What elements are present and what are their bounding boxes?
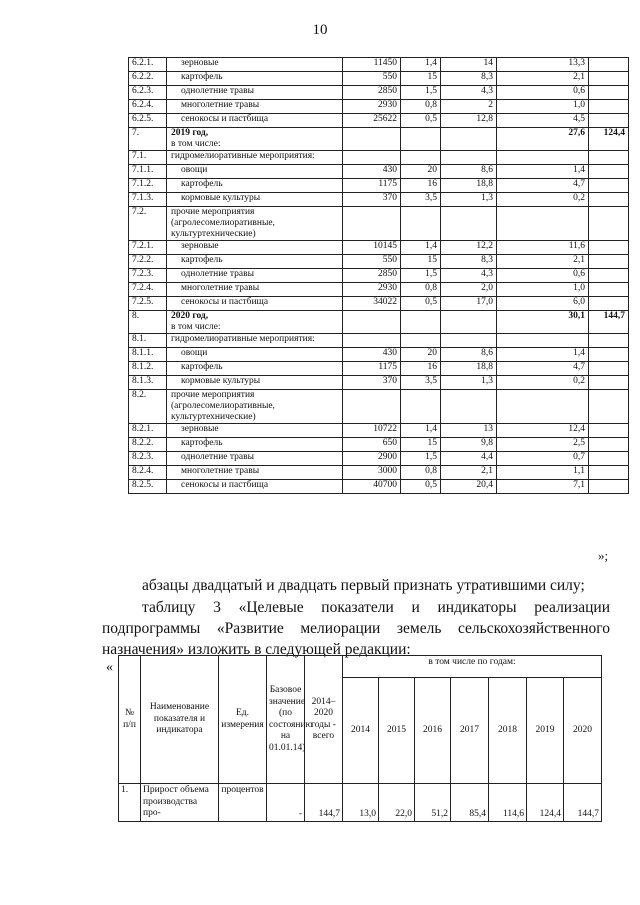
row-rate: 15	[401, 255, 441, 269]
row-name-text: сенокосы и пастбища	[181, 114, 269, 124]
table-row	[129, 283, 629, 297]
row-volume: 12,8	[441, 114, 497, 128]
row-volume: 8,6	[441, 165, 497, 179]
row-name	[167, 100, 343, 114]
row-code: 6.2.3.	[129, 86, 167, 100]
table-row	[129, 348, 629, 362]
row-share: 1,4	[497, 348, 589, 362]
row-name	[167, 269, 343, 283]
row-name	[167, 348, 343, 362]
row-code: 8.1.1.	[129, 348, 167, 362]
table-row	[129, 438, 629, 452]
row-code: 8.1.3.	[129, 376, 167, 390]
row-share: 1,0	[497, 283, 589, 297]
opening-quote: «	[106, 660, 113, 675]
row-area: 40700	[343, 480, 401, 494]
row-code: 8.2.3.	[129, 452, 167, 466]
row-share: 4,7	[497, 362, 589, 376]
row-volume: 20,4	[441, 480, 497, 494]
row-total	[589, 114, 629, 128]
row-share: 0,6	[497, 86, 589, 100]
row-name-text: овощи	[181, 165, 208, 175]
row-area: 3000	[343, 466, 401, 480]
row-name-text: однолетние травы	[181, 269, 254, 279]
row-code: 6.2.2.	[129, 72, 167, 86]
table-row	[129, 58, 629, 72]
row-code: 7.2.1.	[129, 241, 167, 255]
row-name	[167, 193, 343, 207]
row-name	[167, 207, 343, 241]
row-rate: 16	[401, 362, 441, 376]
row-volume: 17,0	[441, 297, 497, 311]
row-share: 1,4	[497, 165, 589, 179]
row-share: 7,1	[497, 480, 589, 494]
row-name	[167, 362, 343, 376]
row-rate	[401, 334, 441, 348]
row-code: 7.2.2.	[129, 255, 167, 269]
row-value: 124,4	[527, 784, 564, 822]
header-total: 2014–2020 годы - всего	[305, 656, 343, 784]
row-name: Прирост объема производства про-	[141, 784, 219, 822]
row-volume: 8,6	[441, 348, 497, 362]
row-volume: 8,3	[441, 255, 497, 269]
crop-indicator-table	[128, 57, 629, 494]
row-value: 51,2	[415, 784, 451, 822]
row-share: 0,7	[497, 452, 589, 466]
row-area: 430	[343, 165, 401, 179]
table-row	[129, 241, 629, 255]
table-row	[129, 466, 629, 480]
row-share: 11,6	[497, 241, 589, 255]
row-volume: 4,4	[441, 452, 497, 466]
paragraph-table3: таблицу 3 «Целевые показатели и индикаторы реализации подпрограммы «Развитие мелиорации земель сельскохозяйственного назначения» изложить в следующей редакции:	[102, 599, 610, 658]
row-rate: 1,4	[401, 241, 441, 255]
row-volume: 2,1	[441, 466, 497, 480]
header-num: № п/п	[119, 656, 141, 784]
row-code: 8.2.1.	[129, 424, 167, 438]
row-name	[167, 179, 343, 193]
row-name	[167, 376, 343, 390]
row-name	[167, 58, 343, 72]
row-value: 13,0	[343, 784, 379, 822]
row-rate: 1,4	[401, 424, 441, 438]
table-row	[129, 297, 629, 311]
row-share: 1,0	[497, 100, 589, 114]
row-volume	[441, 334, 497, 348]
row-area: 1175	[343, 362, 401, 376]
row-name-text: картофель	[181, 179, 223, 189]
row-volume: 12,2	[441, 241, 497, 255]
row-total	[589, 348, 629, 362]
row-name	[167, 114, 343, 128]
row-name	[167, 466, 343, 480]
row-area	[343, 151, 401, 165]
row-rate: 3,5	[401, 193, 441, 207]
row-total	[589, 207, 629, 241]
row-total	[589, 362, 629, 376]
row-name-text: сенокосы и пастбища	[181, 480, 269, 490]
row-total	[589, 72, 629, 86]
table-row	[129, 179, 629, 193]
row-name	[167, 480, 343, 494]
row-name	[167, 452, 343, 466]
row-code: 7.1.2.	[129, 179, 167, 193]
row-share	[497, 390, 589, 424]
header-year: 2020	[564, 678, 602, 784]
row-rate: 15	[401, 72, 441, 86]
row-name-text: картофель	[181, 438, 223, 448]
row-total	[589, 452, 629, 466]
table-row	[129, 424, 629, 438]
row-name-text: 2020 год,	[171, 311, 209, 321]
row-area: 550	[343, 72, 401, 86]
row-code: 6.2.1.	[129, 58, 167, 72]
row-name	[167, 424, 343, 438]
row-name-text: многолетние травы	[181, 100, 260, 110]
row-volume: 18,8	[441, 362, 497, 376]
row-total	[589, 241, 629, 255]
row-total	[589, 390, 629, 424]
row-name-text: гидромелиоративные мероприятия:	[171, 334, 315, 344]
row-share: 27,6	[497, 128, 589, 151]
row-name-text: картофель	[181, 72, 223, 82]
row-name-text: однолетние травы	[181, 86, 254, 96]
row-volume: 4,3	[441, 86, 497, 100]
target-indicators-table	[118, 655, 602, 822]
row-rate: 15	[401, 438, 441, 452]
row-share: 4,5	[497, 114, 589, 128]
row-total	[589, 100, 629, 114]
row-base: -	[267, 784, 305, 822]
row-share: 13,3	[497, 58, 589, 72]
row-code: 8.2.4.	[129, 466, 167, 480]
table-row	[129, 376, 629, 390]
header-by-years: в том числе по годам:	[343, 656, 602, 678]
row-total	[589, 438, 629, 452]
row-name	[167, 283, 343, 297]
row-rate: 0,8	[401, 100, 441, 114]
row-total	[589, 466, 629, 480]
row-total	[589, 255, 629, 269]
row-code: 6.2.4.	[129, 100, 167, 114]
table-row	[129, 128, 629, 151]
table-row	[129, 193, 629, 207]
table-row	[129, 72, 629, 86]
header-base: Базовое значение (по состоянию на 01.01.14)	[267, 656, 305, 784]
row-name-text: многолетние травы	[181, 283, 260, 293]
row-volume	[441, 311, 497, 334]
row-total	[589, 193, 629, 207]
table-row	[129, 311, 629, 334]
row-volume	[441, 128, 497, 151]
row-name-text: зерновые	[181, 424, 219, 434]
row-area	[343, 311, 401, 334]
row-name-text: зерновые	[181, 58, 219, 68]
row-area: 10722	[343, 424, 401, 438]
row-rate: 0,8	[401, 466, 441, 480]
row-volume: 14	[441, 58, 497, 72]
row-name-text: многолетние травы	[181, 466, 260, 476]
row-share: 0,2	[497, 193, 589, 207]
row-name-text: овощи	[181, 348, 208, 358]
row-name-text: зерновые	[181, 241, 219, 251]
row-name-text: прочие мероприятия (агролесомелиоративные, культуртехнические)	[171, 207, 275, 239]
header-name: Наименование показателя и индикатора	[141, 656, 219, 784]
row-name-text: прочие мероприятия (агролесомелиоративные, культуртехнические)	[171, 390, 275, 422]
row-name	[167, 438, 343, 452]
row-name-text: картофель	[181, 362, 223, 372]
row-area: 1175	[343, 179, 401, 193]
row-area: 550	[343, 255, 401, 269]
row-total	[589, 480, 629, 494]
header-year: 2017	[451, 678, 489, 784]
row-rate: 0,5	[401, 480, 441, 494]
row-area: 430	[343, 348, 401, 362]
row-area: 2850	[343, 269, 401, 283]
row-code: 8.1.2.	[129, 362, 167, 376]
row-name	[167, 72, 343, 86]
row-code: 7.2.	[129, 207, 167, 241]
row-rate: 1,5	[401, 269, 441, 283]
row-name-text: картофель	[181, 255, 223, 265]
row-code: 7.1.	[129, 151, 167, 165]
row-share: 4,7	[497, 179, 589, 193]
row-share: 12,4	[497, 424, 589, 438]
row-area: 370	[343, 376, 401, 390]
row-code: 8.2.5.	[129, 480, 167, 494]
row-area: 650	[343, 438, 401, 452]
row-name	[167, 255, 343, 269]
table-row	[129, 86, 629, 100]
header-year: 2015	[379, 678, 415, 784]
row-rate: 20	[401, 348, 441, 362]
row-volume: 18,8	[441, 179, 497, 193]
row-total	[589, 334, 629, 348]
paragraph-repeal: абзацы двадцатый и двадцать первый признать утратившими силу;	[142, 577, 585, 594]
row-value: 144,7	[564, 784, 602, 822]
table-row	[129, 334, 629, 348]
row-name	[167, 151, 343, 165]
row-area	[343, 390, 401, 424]
row-volume: 1,3	[441, 193, 497, 207]
row-total	[589, 86, 629, 100]
header-year: 2019	[527, 678, 564, 784]
row-volume	[441, 390, 497, 424]
row-code: 7.	[129, 128, 167, 151]
row-volume: 13	[441, 424, 497, 438]
row-total	[589, 424, 629, 438]
row-name	[167, 86, 343, 100]
row-rate	[401, 311, 441, 334]
row-total	[589, 297, 629, 311]
row-area	[343, 207, 401, 241]
row-name-text: однолетние травы	[181, 452, 254, 462]
header-year: 2016	[415, 678, 451, 784]
row-code: 7.2.5.	[129, 297, 167, 311]
row-area: 2850	[343, 86, 401, 100]
row-area: 25622	[343, 114, 401, 128]
row-rate: 1,5	[401, 452, 441, 466]
row-code: 8.1.	[129, 334, 167, 348]
row-area: 2900	[343, 452, 401, 466]
row-share	[497, 207, 589, 241]
table-row	[129, 452, 629, 466]
table-row	[129, 151, 629, 165]
table-row	[129, 362, 629, 376]
row-num: 1.	[119, 784, 141, 822]
table-row	[129, 390, 629, 424]
row-share: 2,5	[497, 438, 589, 452]
page-number: 10	[312, 22, 328, 38]
row-total: 144,7	[305, 784, 343, 822]
row-area	[343, 128, 401, 151]
row-area: 11450	[343, 58, 401, 72]
row-code: 7.2.3.	[129, 269, 167, 283]
row-total	[589, 165, 629, 179]
row-share: 0,2	[497, 376, 589, 390]
row-share: 2,1	[497, 255, 589, 269]
row-rate	[401, 128, 441, 151]
row-rate: 1,5	[401, 86, 441, 100]
row-name	[167, 311, 343, 334]
row-total	[589, 151, 629, 165]
row-total	[589, 283, 629, 297]
row-area: 370	[343, 193, 401, 207]
row-code: 7.2.4.	[129, 283, 167, 297]
row-volume	[441, 151, 497, 165]
row-sub-label: в том числе:	[171, 139, 221, 149]
row-volume: 2,0	[441, 283, 497, 297]
header-year: 2018	[489, 678, 527, 784]
row-rate	[401, 207, 441, 241]
table-row	[129, 269, 629, 283]
row-total	[589, 179, 629, 193]
row-name	[167, 241, 343, 255]
row-rate	[401, 151, 441, 165]
row-volume: 8,3	[441, 72, 497, 86]
row-name-text: сенокосы и пастбища	[181, 297, 269, 307]
row-total	[589, 58, 629, 72]
row-value: 22,0	[379, 784, 415, 822]
row-share: 1,1	[497, 466, 589, 480]
row-value: 85,4	[451, 784, 489, 822]
row-name	[167, 390, 343, 424]
header-year: 2014	[343, 678, 379, 784]
row-name-text: 2019 год,	[171, 128, 209, 138]
row-rate: 1,4	[401, 58, 441, 72]
row-code: 7.1.1.	[129, 165, 167, 179]
row-unit: процентов	[219, 784, 267, 822]
row-rate	[401, 390, 441, 424]
row-area: 10145	[343, 241, 401, 255]
row-volume: 4,3	[441, 269, 497, 283]
row-name	[167, 165, 343, 179]
row-area: 2930	[343, 100, 401, 114]
table-row	[129, 480, 629, 494]
table-row	[129, 255, 629, 269]
row-value: 114,6	[489, 784, 527, 822]
row-volume: 1,3	[441, 376, 497, 390]
row-sub-label: в том числе:	[171, 322, 221, 332]
row-share: 2,1	[497, 72, 589, 86]
row-share: 30,1	[497, 311, 589, 334]
row-share: 0,6	[497, 269, 589, 283]
row-code: 8.2.2.	[129, 438, 167, 452]
row-rate: 0,8	[401, 283, 441, 297]
row-volume: 2	[441, 100, 497, 114]
row-share: 6,0	[497, 297, 589, 311]
row-rate: 0,5	[401, 114, 441, 128]
row-total: 144,7	[589, 311, 629, 334]
closing-quote: »;	[598, 548, 609, 563]
row-name-text: кормовые культуры	[181, 193, 261, 203]
row-name	[167, 128, 343, 151]
table-row	[129, 165, 629, 179]
row-total: 124,4	[589, 128, 629, 151]
row-total	[589, 269, 629, 283]
table-row	[129, 114, 629, 128]
row-code: 8.2.	[129, 390, 167, 424]
row-name-text: кормовые культуры	[181, 376, 261, 386]
row-share	[497, 151, 589, 165]
row-code: 8.	[129, 311, 167, 334]
row-area: 2930	[343, 283, 401, 297]
row-name	[167, 297, 343, 311]
row-volume	[441, 207, 497, 241]
table-row	[129, 207, 629, 241]
row-code: 7.1.3.	[129, 193, 167, 207]
row-total	[589, 376, 629, 390]
row-rate: 20	[401, 165, 441, 179]
row-share	[497, 334, 589, 348]
row-name	[167, 334, 343, 348]
table-row	[129, 100, 629, 114]
row-name-text: гидромелиоративные мероприятия:	[171, 151, 315, 161]
header-unit: Ед. измерения	[219, 656, 267, 784]
row-rate: 16	[401, 179, 441, 193]
row-volume: 9,8	[441, 438, 497, 452]
row-area: 34022	[343, 297, 401, 311]
row-code: 6.2.5.	[129, 114, 167, 128]
row-rate: 0,5	[401, 297, 441, 311]
row-area	[343, 334, 401, 348]
row-rate: 3,5	[401, 376, 441, 390]
